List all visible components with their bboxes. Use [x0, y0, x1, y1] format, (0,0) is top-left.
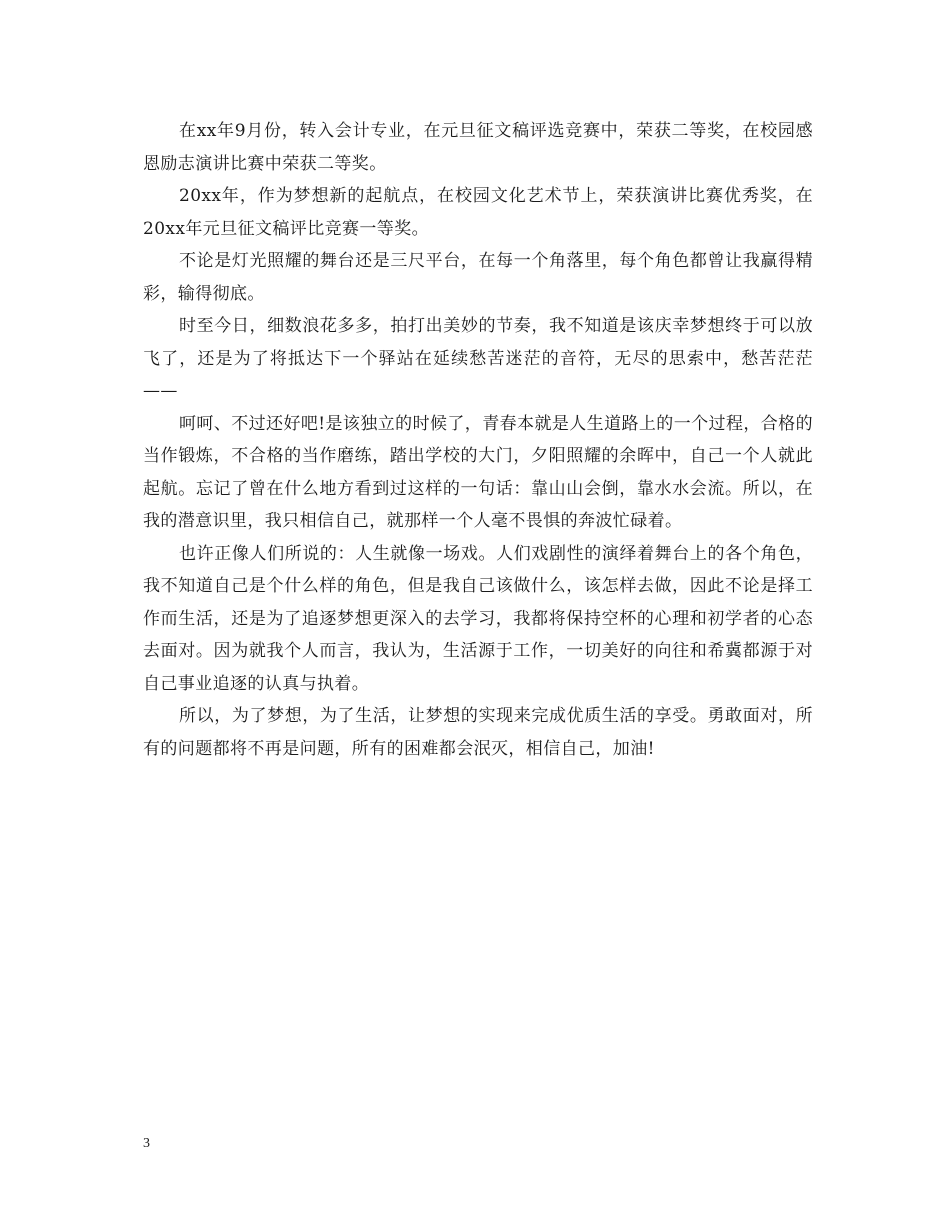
- paragraph-7: 所以，为了梦想，为了生活，让梦想的实现来完成优质生活的享受。勇敢面对，所有的问题都将不再是问题，所有的困难都会泯灭，相信自己，加油!: [143, 706, 813, 759]
- paragraph-4: 时至今日，细数浪花多多，拍打出美妙的节奏，我不知道是该庆幸梦想终于可以放飞了，还是为了将抵达下一个驿站在延续愁苦迷茫的音符，无尽的思索中，愁苦茫茫——: [143, 316, 813, 401]
- paragraph-6: 也许正像人们所说的：人生就像一场戏。人们戏剧性的演绎着舞台上的各个角色，我不知道自己是个什么样的角色，但是我自己该做什么，该怎样去做，因此不论是择工作而生活，还是为了追逐梦想更深入的去学习，我都将保持空杯的心理和初学者的心态去面对。因为就我个人而言，我认为，生活源于工作，一切美好的向往和希冀都源于对自己事业追逐的认真与执着。: [143, 543, 813, 694]
- document-body: [143, 115, 813, 765]
- paragraph-2: 20xx年，作为梦想新的起航点，在校园文化艺术节上，荣获演讲比赛优秀奖，在20xx年元旦征文稿评比竞赛一等奖。: [143, 186, 813, 239]
- page-number: 3: [143, 1136, 150, 1151]
- paragraph-3: 不论是灯光照耀的舞台还是三尺平台，在每一个角落里，每个角色都曾让我赢得精彩，输得彻底。: [143, 251, 813, 304]
- paragraph-5: 呵呵、不过还好吧!是该独立的时候了，青春本就是人生道路上的一个过程，合格的当作锻炼，不合格的当作磨练，踏出学校的大门，夕阳照耀的余晖中，自己一个人就此起航。忘记了曾在什么地方看到过这样的一句话：靠山山会倒，靠水水会流。所以，在我的潜意识里，我只相信自己，就那样一个人毫不畏惧的奔波忙碌着。: [143, 413, 813, 531]
- paragraph-1: 在xx年9月份，转入会计专业，在元旦征文稿评选竞赛中，荣获二等奖，在校园感恩励志演讲比赛中荣获二等奖。: [143, 121, 813, 174]
